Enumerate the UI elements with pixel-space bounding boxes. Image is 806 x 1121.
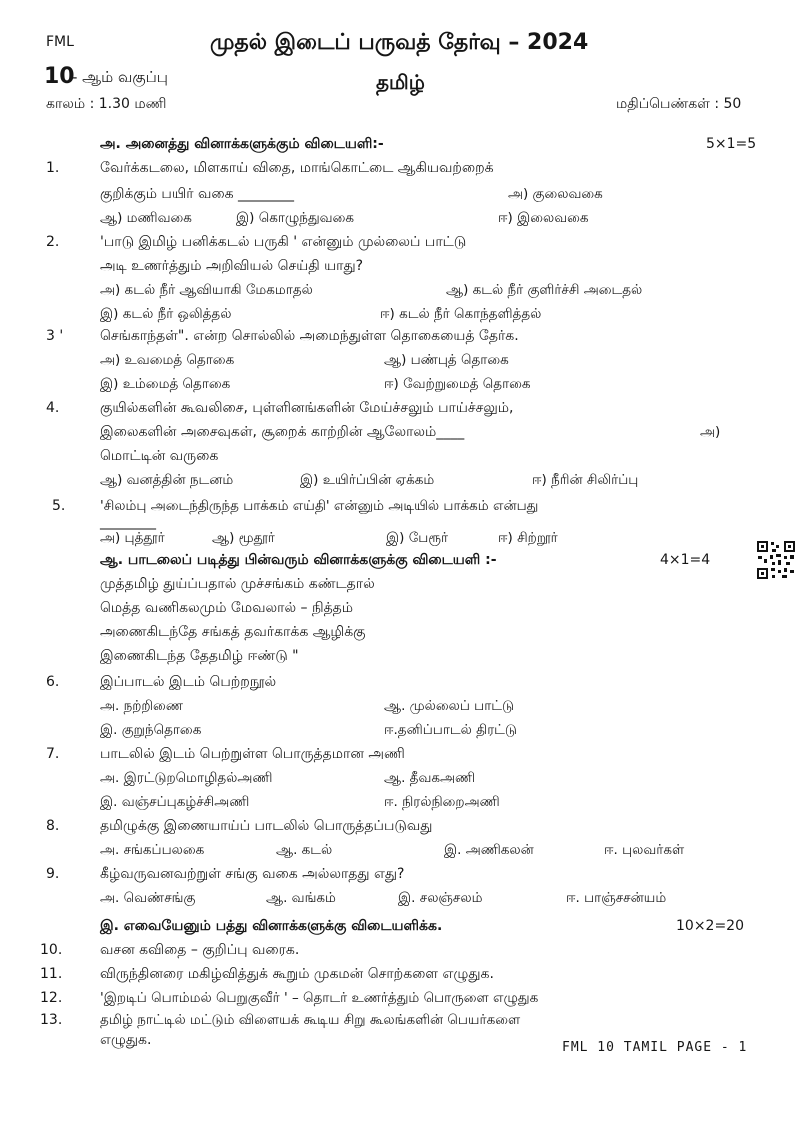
question-number: 4.	[46, 400, 60, 416]
option-c: இ) உயிர்ப்பின் ஏக்கம்	[300, 472, 435, 488]
section-c-heading: இ. எவையேனும் பத்து வினாக்களுக்கு விடையளிக்க.	[100, 918, 443, 934]
question-text: குயில்களின் கூவலிசை, புள்ளினங்களின் மேய்ச்சலும் பாய்ச்சலும்,	[100, 400, 514, 416]
question-text: இப்பாடல் இடம் பெற்றநூல்	[100, 674, 277, 690]
option-a: அ) புத்தூர்	[100, 530, 165, 546]
question-text: கீழ்வருவனவற்றுள் சங்கு வகை அல்லாதது எது?	[100, 866, 405, 882]
question-text: தமிழுக்கு இணையாய்ப் பாடலில் பொருத்தப்படுவது	[100, 818, 433, 834]
question-text: விருந்தினரை மகிழ்வித்துக் கூறும் முகமன் சொற்களை எழுதுக.	[100, 966, 494, 982]
option-d: ஈ. புலவர்கள்	[604, 842, 685, 858]
total-marks: மதிப்பெண்கள் : 50	[616, 96, 742, 112]
exam-duration: காலம் : 1.30 மணி	[46, 96, 167, 112]
option-a: அ)	[700, 424, 721, 440]
question-number: 13.	[40, 1012, 63, 1028]
option-d: ஈ. பாஞ்சசன்யம்	[566, 890, 667, 906]
option-b: ஆ) கடல் நீர் குளிர்ச்சி அடைதல்	[446, 282, 643, 298]
answer-blank: ________	[100, 514, 156, 530]
section-b-heading: ஆ. பாடலைப் படித்து பின்வரும் வினாக்களுக்கு விடையளி :-	[100, 552, 497, 568]
option-b: ஆ) மூதூர்	[212, 530, 275, 546]
question-number: 12.	[40, 990, 63, 1006]
option-c: இ) பேரூர்	[386, 530, 449, 546]
question-number: 9.	[46, 866, 60, 882]
option-c: இ) கடல் நீர் ஒலித்தல்	[100, 306, 232, 322]
question-text: வசன கவிதை – குறிப்பு வரைக.	[100, 942, 300, 958]
option-a: அ. இரட்டுறமொழிதல்அணி	[100, 770, 273, 786]
option-d: ஈ) சிற்றூர்	[498, 530, 558, 546]
paper-code: FML	[46, 34, 74, 50]
class-label: - ஆம் வகுப்பு	[72, 68, 168, 86]
option-a: அ) உவமைத் தொகை	[100, 352, 235, 368]
question-text: மொட்டின் வருகை	[100, 448, 219, 464]
question-text: இலைகளின் அசைவுகள், சூறைக் காற்றின் ஆலோலம்____	[100, 424, 465, 440]
poem-line: முத்தமிழ் துய்ப்பதால் முச்சங்கம் கண்டதால்	[100, 576, 375, 592]
option-d: ஈ) கடல் நீர் கொந்தளித்தல்	[380, 306, 542, 322]
question-text: 'இறடிப் பொம்மல் பெறுகுவீர் ' – தொடர் உணர்த்தும் பொருளை எழுதுக	[100, 990, 539, 1006]
question-text: 'சிலம்பு அடைந்திருந்த பாக்கம் எய்தி' என்னும் அடியில் பாக்கம் என்பது	[100, 498, 539, 514]
question-text: வேர்க்கடலை, மிளகாய் விதை, மாங்கொட்டை ஆகியவற்றைக்	[100, 160, 494, 176]
option-b: ஆ) பண்புத் தொகை	[384, 352, 509, 368]
question-text: அடி உணர்த்தும் அறிவியல் செய்தி யாது?	[100, 258, 364, 274]
question-text: 'பாடு இமிழ் பனிக்கடல் பருகி ' என்னும் முல்லைப் பாட்டு	[100, 234, 467, 250]
option-b: ஆ) மணிவகை	[100, 210, 192, 226]
option-c: இ. குறுந்தொகை	[100, 722, 202, 738]
option-a: அ) கடல் நீர் ஆவியாகி மேகமாதல்	[100, 282, 313, 298]
section-c-marks: 10×2=20	[676, 918, 744, 934]
class-number: 10	[44, 64, 75, 89]
option-c: இ) உம்மைத் தொகை	[100, 376, 231, 392]
option-d: ஈ.தனிப்பாடல் திரட்டு	[384, 722, 517, 738]
option-a: அ) குலைவகை	[508, 186, 603, 202]
page-footer: FML 10 TAMIL PAGE - 1	[562, 1040, 748, 1055]
question-text: எழுதுக.	[100, 1032, 152, 1048]
section-a-heading: அ. அனைத்து வினாக்களுக்கும் விடையளி:-	[100, 136, 384, 152]
question-number: 8.	[46, 818, 60, 834]
question-number: 1.	[46, 160, 60, 176]
subject-title: தமிழ்	[376, 70, 425, 94]
question-number: 3 '	[46, 328, 64, 344]
option-b: ஆ. தீவகஅணி	[384, 770, 476, 786]
qr-code-icon	[756, 540, 796, 580]
option-c: இ. அணிகலன்	[444, 842, 534, 858]
option-a: அ. வெண்சங்கு	[100, 890, 196, 906]
option-d: ஈ) வேற்றுமைத் தொகை	[384, 376, 531, 392]
question-number: 2.	[46, 234, 60, 250]
option-b: ஆ. வங்கம்	[266, 890, 336, 906]
question-number: 6.	[46, 674, 60, 690]
option-d: ஈ) நீரின் சிலிர்ப்பு	[532, 472, 639, 488]
option-c: இ) கொழுந்துவகை	[236, 210, 355, 226]
exam-title: முதல் இடைப் பருவத் தேர்வு – 2024	[210, 30, 589, 55]
section-a-marks: 5×1=5	[706, 136, 757, 152]
option-a: அ. நற்றிணை	[100, 698, 184, 714]
poem-line: அணைகிடந்தே சங்கத் தவர்காக்க ஆழிக்கு	[100, 624, 366, 640]
question-number: 10.	[40, 942, 63, 958]
question-number: 11.	[40, 966, 63, 982]
option-b: ஆ) வனத்தின் நடனம்	[100, 472, 234, 488]
question-number: 7.	[46, 746, 60, 762]
question-text: குறிக்கும் பயிர் வகை ________	[100, 186, 295, 202]
section-b-marks: 4×1=4	[660, 552, 711, 568]
question-text: செங்காந்தள்". என்ற சொல்லில் அமைந்துள்ள தொகையைத் தேர்க.	[100, 328, 519, 344]
option-c: இ. சலஞ்சலம்	[398, 890, 483, 906]
option-c: இ. வஞ்சப்புகழ்ச்சிஅணி	[100, 794, 250, 810]
option-b: ஆ. முல்லைப் பாட்டு	[384, 698, 515, 714]
poem-line: இணைகிடந்த தேதமிழ் ஈண்டு "	[100, 648, 299, 664]
option-b: ஆ. கடல்	[276, 842, 333, 858]
question-text: பாடலில் இடம் பெற்றுள்ள பொருத்தமான அணி	[100, 746, 405, 762]
option-d: ஈ) இலைவகை	[498, 210, 589, 226]
poem-line: மெத்த வணிகலமும் மேவலால் – நித்தம்	[100, 600, 354, 616]
option-a: அ. சங்கப்பலகை	[100, 842, 205, 858]
option-d: ஈ. நிரல்நிறைஅணி	[384, 794, 500, 810]
question-text: தமிழ் நாட்டில் மட்டும் விளையக் கூடிய சிறு கூலங்களின் பெயர்களை	[100, 1012, 521, 1028]
question-number: 5.	[52, 498, 66, 514]
